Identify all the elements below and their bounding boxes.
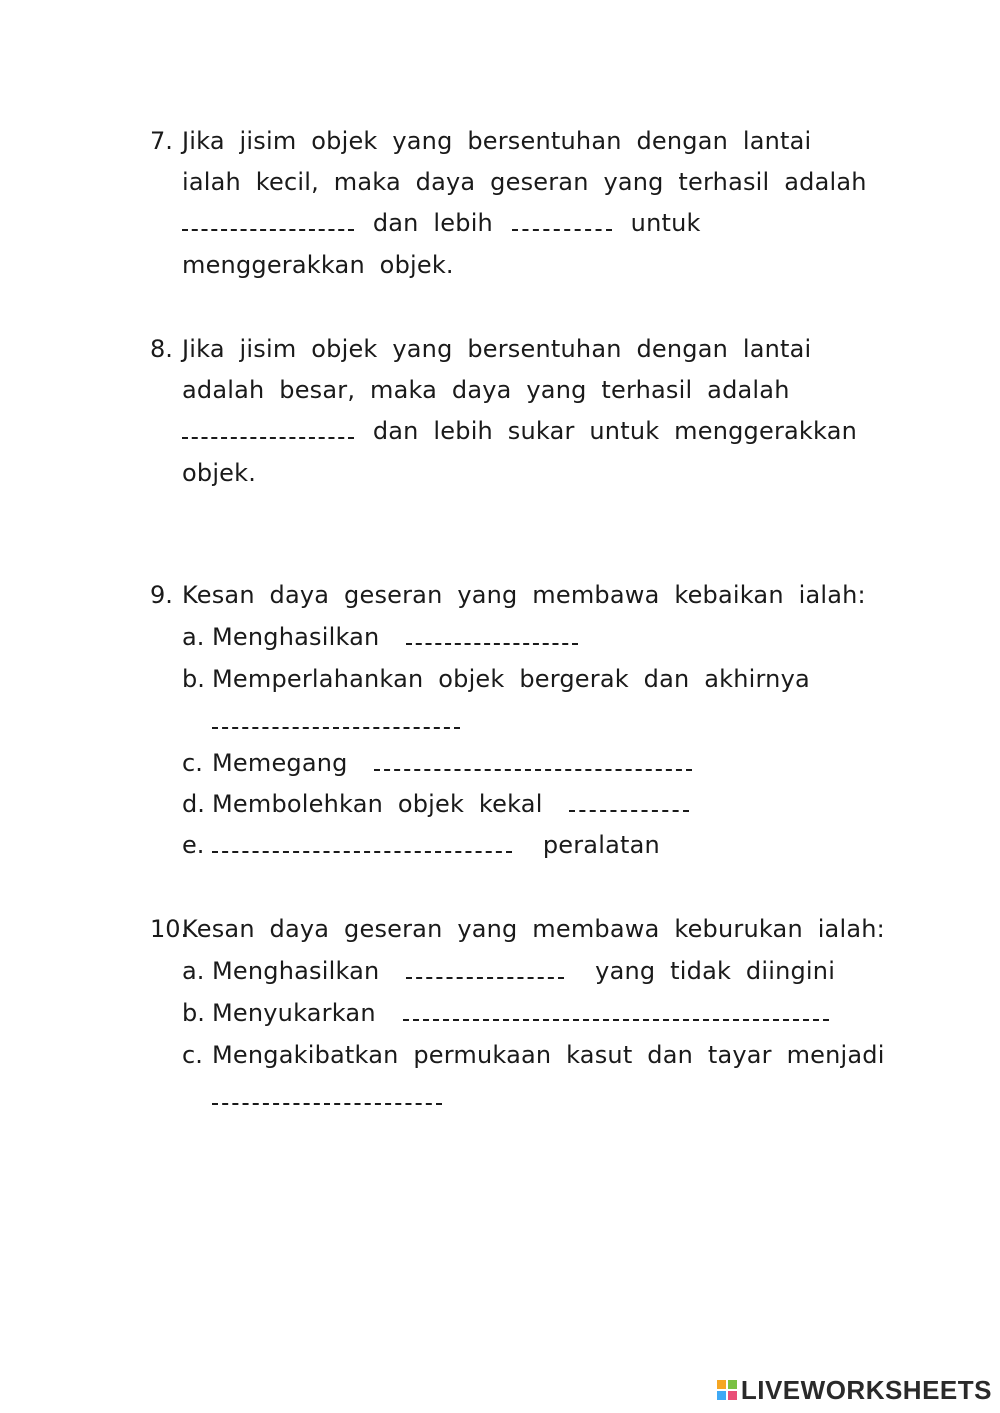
q8-number: 8. <box>150 335 173 363</box>
q9-a <box>212 620 582 654</box>
q9-d-text: Membolehkan objek kekal <box>212 790 543 818</box>
q9-a-text: Menghasilkan <box>212 623 380 651</box>
q9-d-blank[interactable] <box>569 788 689 812</box>
q9-b-text: Memperlahankan objek bergerak dan akhirnya <box>212 665 810 693</box>
q7-line-3 <box>182 206 701 240</box>
q9-e-text: peralatan <box>542 831 660 859</box>
q9-c-letter: c. <box>182 749 203 777</box>
q9-a-letter: a. <box>182 623 205 651</box>
q9-e-letter: e. <box>182 831 205 859</box>
q9-d <box>212 787 693 821</box>
q9-c-blank[interactable] <box>374 747 692 771</box>
q10-c-text: Mengakibatkan permukaan kasut dan tayar menjadi <box>212 1041 885 1069</box>
q8-line-1: Jika jisim objek yang bersentuhan dengan lantai <box>182 335 812 363</box>
q7-blank-1[interactable] <box>182 207 354 231</box>
q10-c-letter: c. <box>182 1041 203 1069</box>
q9-stem: Kesan daya geseran yang membawa kebaikan ialah: <box>182 581 866 609</box>
liveworksheets-brand-text: LIVEWORKSHEETS <box>740 1374 992 1405</box>
liveworksheets-logo-icon <box>717 1380 737 1400</box>
q9-e <box>212 828 660 862</box>
q10-a-blank[interactable] <box>406 955 564 979</box>
q10-c-blank-line <box>212 1080 446 1114</box>
q8-blank-1[interactable] <box>182 415 354 439</box>
q7-blank-2[interactable] <box>512 207 612 231</box>
q10-b-text: Menyukarkan <box>212 999 376 1027</box>
q9-d-letter: d. <box>182 790 205 818</box>
q9-c <box>212 746 696 780</box>
q10-a-end: yang tidak diingini <box>595 957 836 985</box>
q7-line-1: Jika jisim objek yang bersentuhan dengan lantai <box>182 127 812 155</box>
q10-b-letter: b. <box>182 999 205 1027</box>
q9-b-blank[interactable] <box>212 705 460 729</box>
q9-b-blank-line <box>212 704 464 738</box>
q7-line-3-end: untuk <box>630 209 701 237</box>
q10-a <box>212 954 835 988</box>
q10-stem: Kesan daya geseran yang membawa keburukan ialah: <box>182 915 885 943</box>
q7-line-2: ialah kecil, maka daya geseran yang terhasil adalah <box>182 168 867 196</box>
q9-e-blank[interactable] <box>212 829 512 853</box>
q10-a-text: Menghasilkan <box>212 957 380 985</box>
q7-line-4: menggerakkan objek. <box>182 251 454 279</box>
q8-line-3 <box>182 414 857 448</box>
q10-number: 10. <box>150 915 189 943</box>
q9-a-blank[interactable] <box>406 621 578 645</box>
q8-line-2: adalah besar, maka daya yang terhasil adalah <box>182 376 790 404</box>
q8-line-4: objek. <box>182 459 257 487</box>
q9-b-letter: b. <box>182 665 205 693</box>
q7-number: 7. <box>150 127 173 155</box>
q8-line-3-end: dan lebih sukar untuk menggerakkan <box>372 417 858 445</box>
q10-c-blank[interactable] <box>212 1081 442 1105</box>
q7-line-3-mid: dan lebih <box>372 209 493 237</box>
q10-b-blank[interactable] <box>403 997 829 1021</box>
q9-number: 9. <box>150 581 173 609</box>
q10-b <box>212 996 833 1030</box>
q10-a-letter: a. <box>182 957 205 985</box>
liveworksheets-logo <box>717 1375 992 1405</box>
q9-c-text: Memegang <box>212 749 348 777</box>
